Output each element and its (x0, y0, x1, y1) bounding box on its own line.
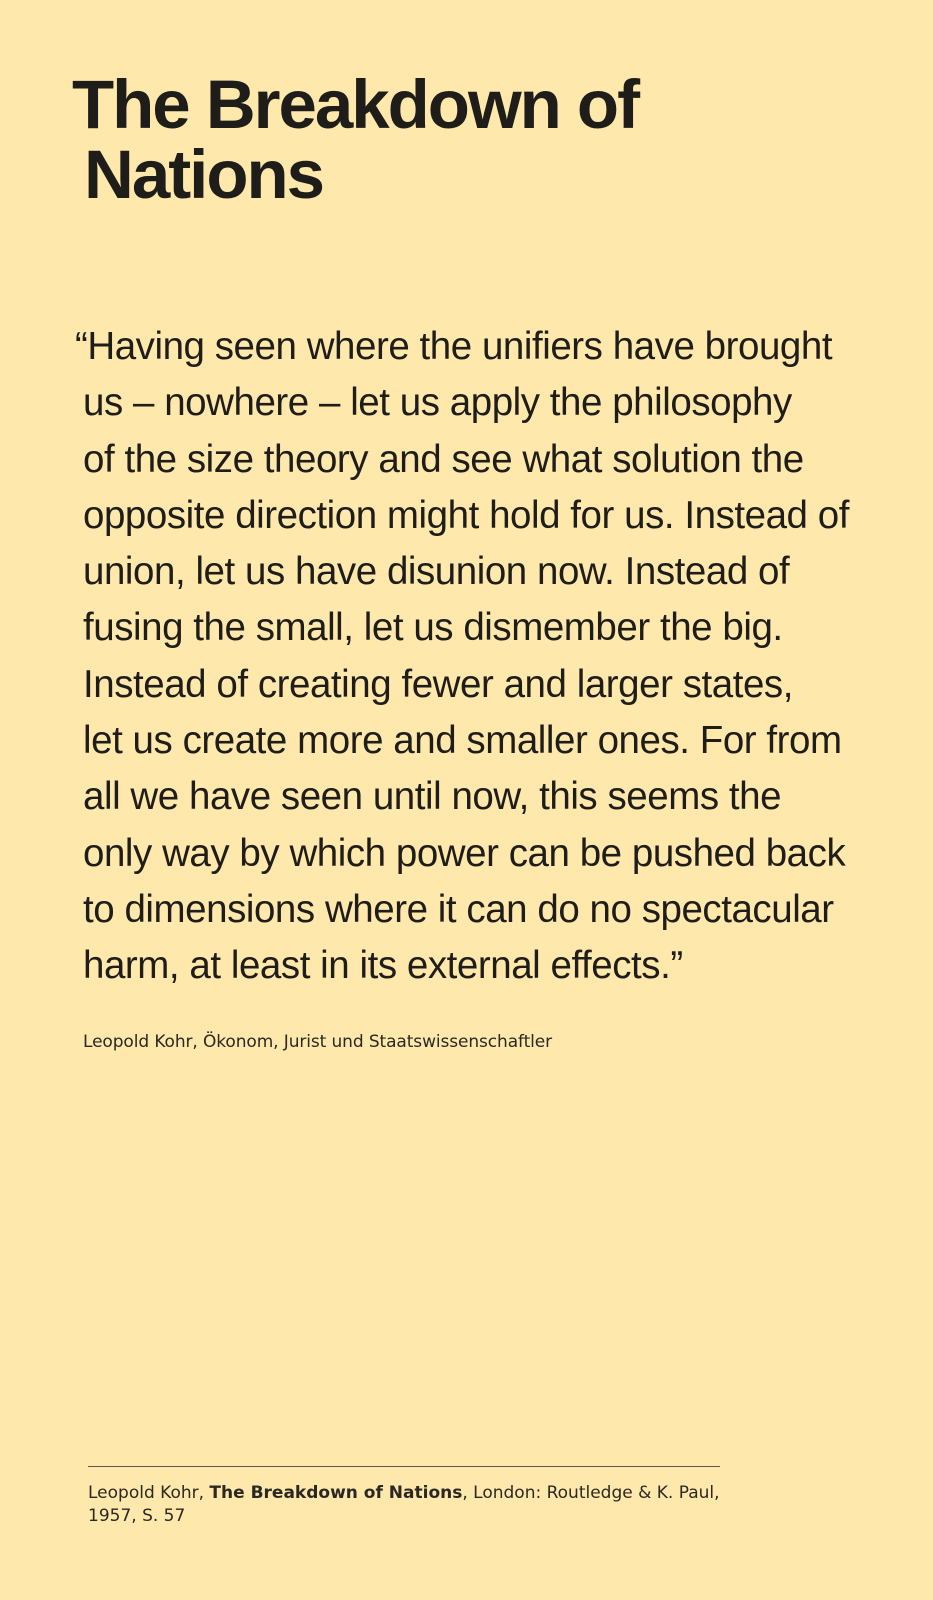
quote-block (72, 319, 892, 995)
quote-line: only way by which power can be pushed back (83, 831, 846, 875)
source-publication: , London: Routledge & K. Paul, (462, 1483, 720, 1503)
quote-line: Instead of creating fewer and larger states, (83, 662, 793, 706)
quote-line: of the size theory and see what solution the (83, 437, 804, 481)
footer-divider (88, 1466, 720, 1467)
title-line-2: Nations (84, 136, 324, 213)
title-line-1: The Breakdown of (72, 66, 639, 143)
quote-attribution: Leopold Kohr, Ökonom, Jurist und Staatswissenschaftler (83, 1032, 553, 1052)
source-author: Leopold Kohr, (88, 1483, 210, 1503)
source-year-page: 1957, S. 57 (88, 1506, 186, 1526)
quote-line: all we have seen until now, this seems the (83, 775, 782, 819)
quote-line: fusing the small, let us dismember the big. (83, 606, 783, 650)
source-book-title: The Breakdown of Nations (209, 1483, 463, 1503)
quote-line: to dimensions where it can do no spectacular (83, 887, 834, 931)
quote-line: us – nowhere – let us apply the philosophy (83, 381, 792, 425)
quote-line: union, let us have disunion now. Instead of (83, 550, 790, 594)
quote-line: let us create more and smaller ones. For from (83, 719, 842, 763)
quote-line: “Having seen where the unifiers have brought (75, 325, 833, 368)
source-citation (88, 1482, 728, 1528)
page-title (72, 66, 772, 213)
quote-line: opposite direction might hold for us. Instead of (83, 493, 849, 537)
quote-line: harm, at least in its external effects.” (83, 944, 683, 988)
